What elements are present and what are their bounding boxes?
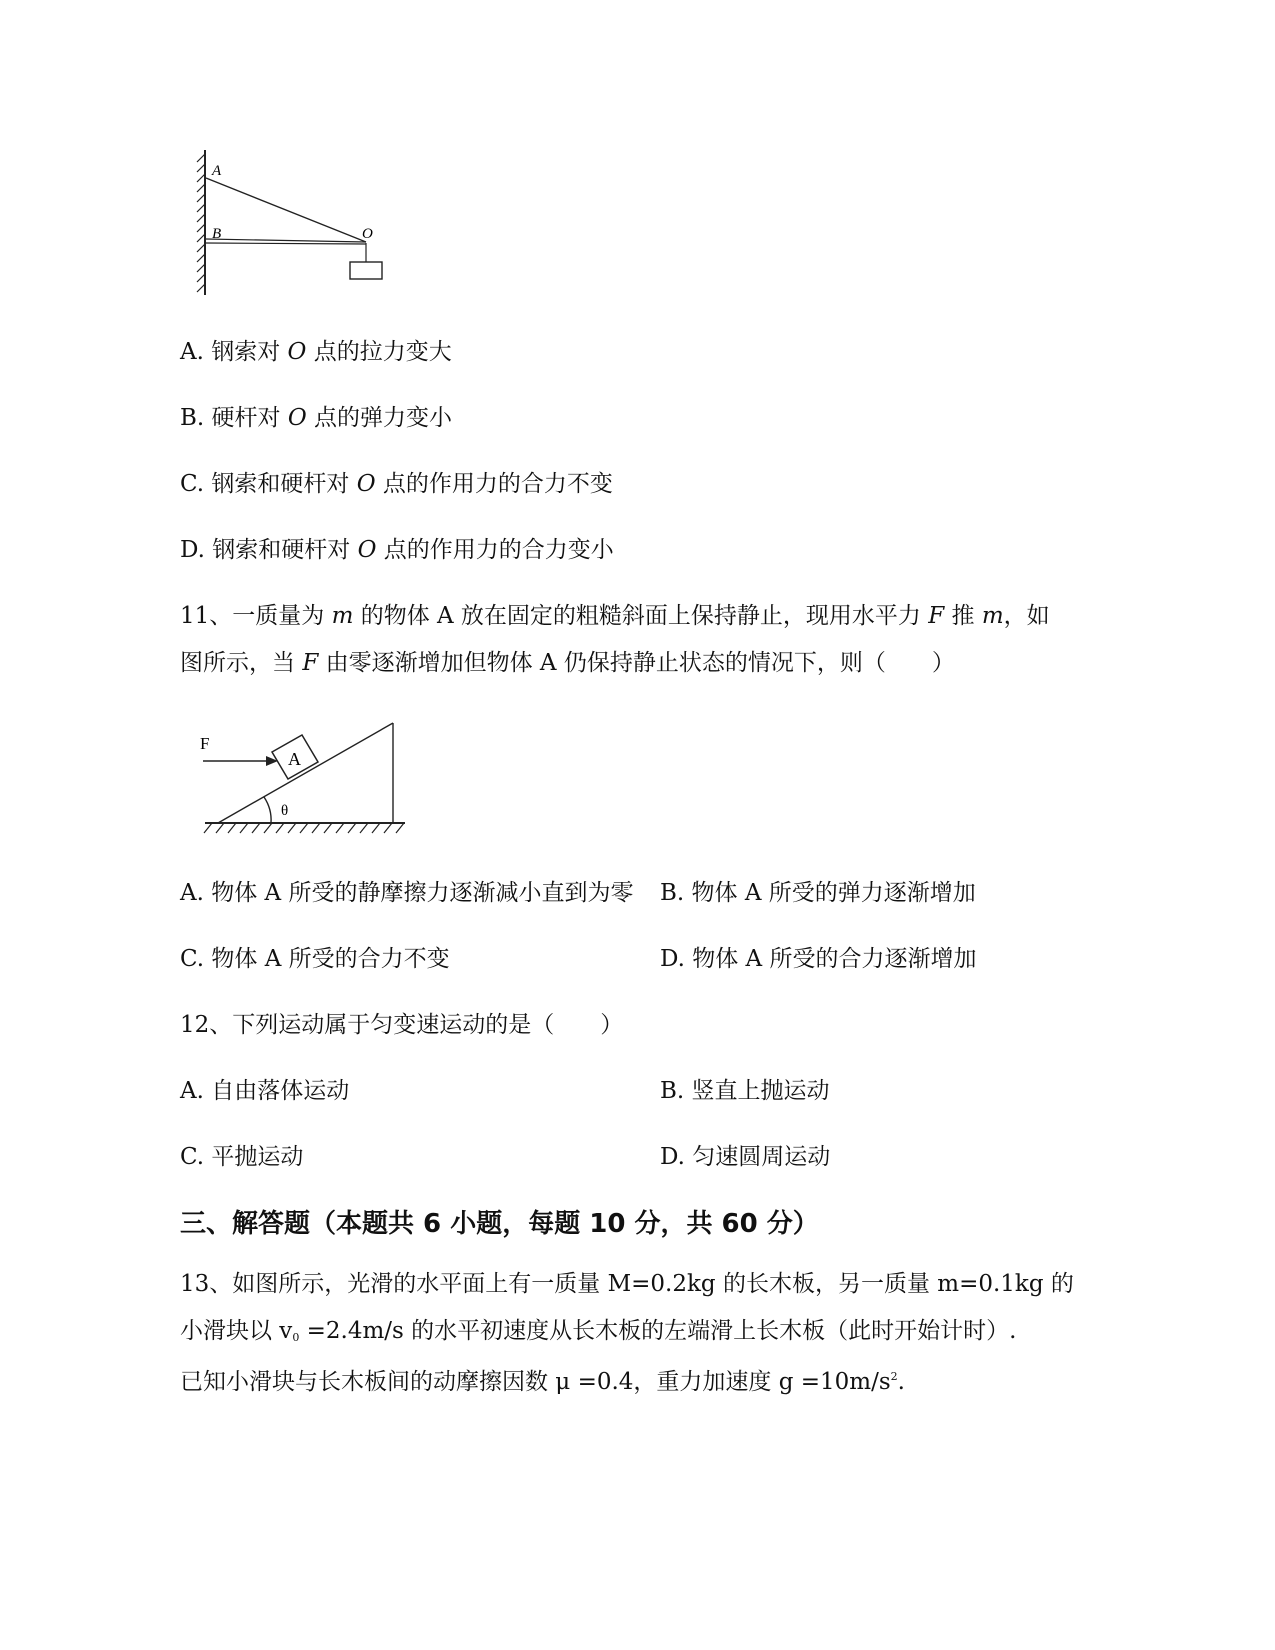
label-A: A xyxy=(212,163,222,179)
ground-hatching xyxy=(204,823,404,833)
q13-line3: 已知小滑块与长木板间的动摩擦因数 μ =0.4，重力加速度 $g =10m/s^2$. xyxy=(180,1369,905,1395)
cable-AO xyxy=(206,178,366,242)
q11-stem-line1: 11、一质量为 m 的物体 A 放在固定的粗糙斜面上保持静止，现用水平力 F 推 m，如 xyxy=(180,603,1050,629)
incline-slope xyxy=(218,723,393,823)
label-O: O xyxy=(362,226,373,242)
label-block-A: A xyxy=(288,749,301,769)
q10-option-c: C. 钢索和硬杆对 O 点的作用力的合力不变 xyxy=(180,471,613,497)
q10-option-b: B. 硬杆对 O 点的弹力变小 xyxy=(180,405,453,431)
q10-option-a: A. 钢索对 O 点的拉力变大 xyxy=(180,339,452,365)
figure-incline xyxy=(190,715,420,845)
q11-option-a: A. 物体 A 所受的静摩擦力逐渐减小直到为零 xyxy=(180,880,634,906)
wall-hatching xyxy=(197,154,205,292)
q12-option-d: D. 匀速圆周运动 xyxy=(660,1144,831,1170)
section-3-heading: 三、解答题（本题共 6 小题，每题 10 分，共 60 分） xyxy=(180,1209,819,1239)
angle-arc xyxy=(264,797,271,823)
q12-option-a: A. 自由落体运动 xyxy=(180,1078,350,1104)
hanging-weight xyxy=(350,262,382,279)
label-B: B xyxy=(212,226,222,242)
q11-stem-line2: 图所示，当 F 由零逐渐增加但物体 A 仍保持静止状态的情况下，则（ ） xyxy=(180,650,955,676)
q13-line2: 小滑块以 $v_0 =2.4m/s$ 的水平初速度从长木板的左端滑上长木板（此时开始计时）. xyxy=(180,1318,1017,1344)
q10-option-d: D. 钢索和硬杆对 O 点的作用力的合力变小 xyxy=(180,537,614,563)
figure-wall-cable-rod xyxy=(180,140,400,300)
rod-BO-top xyxy=(206,239,366,242)
q12-stem: 12、下列运动属于匀变速运动的是（ ） xyxy=(180,1012,624,1038)
rod-BO-bottom xyxy=(206,243,366,244)
label-F: F xyxy=(200,734,210,753)
q12-option-c: C. 平抛运动 xyxy=(180,1144,304,1170)
q11-option-c: C. 物体 A 所受的合力不变 xyxy=(180,946,450,972)
q12-option-b: B. 竖直上抛运动 xyxy=(660,1078,830,1104)
q11-option-d: D. 物体 A 所受的合力逐渐增加 xyxy=(660,946,977,972)
label-theta: θ xyxy=(281,803,289,819)
q11-option-b: B. 物体 A 所受的弹力逐渐增加 xyxy=(660,880,976,906)
q13-line1: 13、如图所示，光滑的水平面上有一质量 M=0.2kg 的长木板，另一质量 m=0.1kg 的 xyxy=(180,1271,1074,1297)
